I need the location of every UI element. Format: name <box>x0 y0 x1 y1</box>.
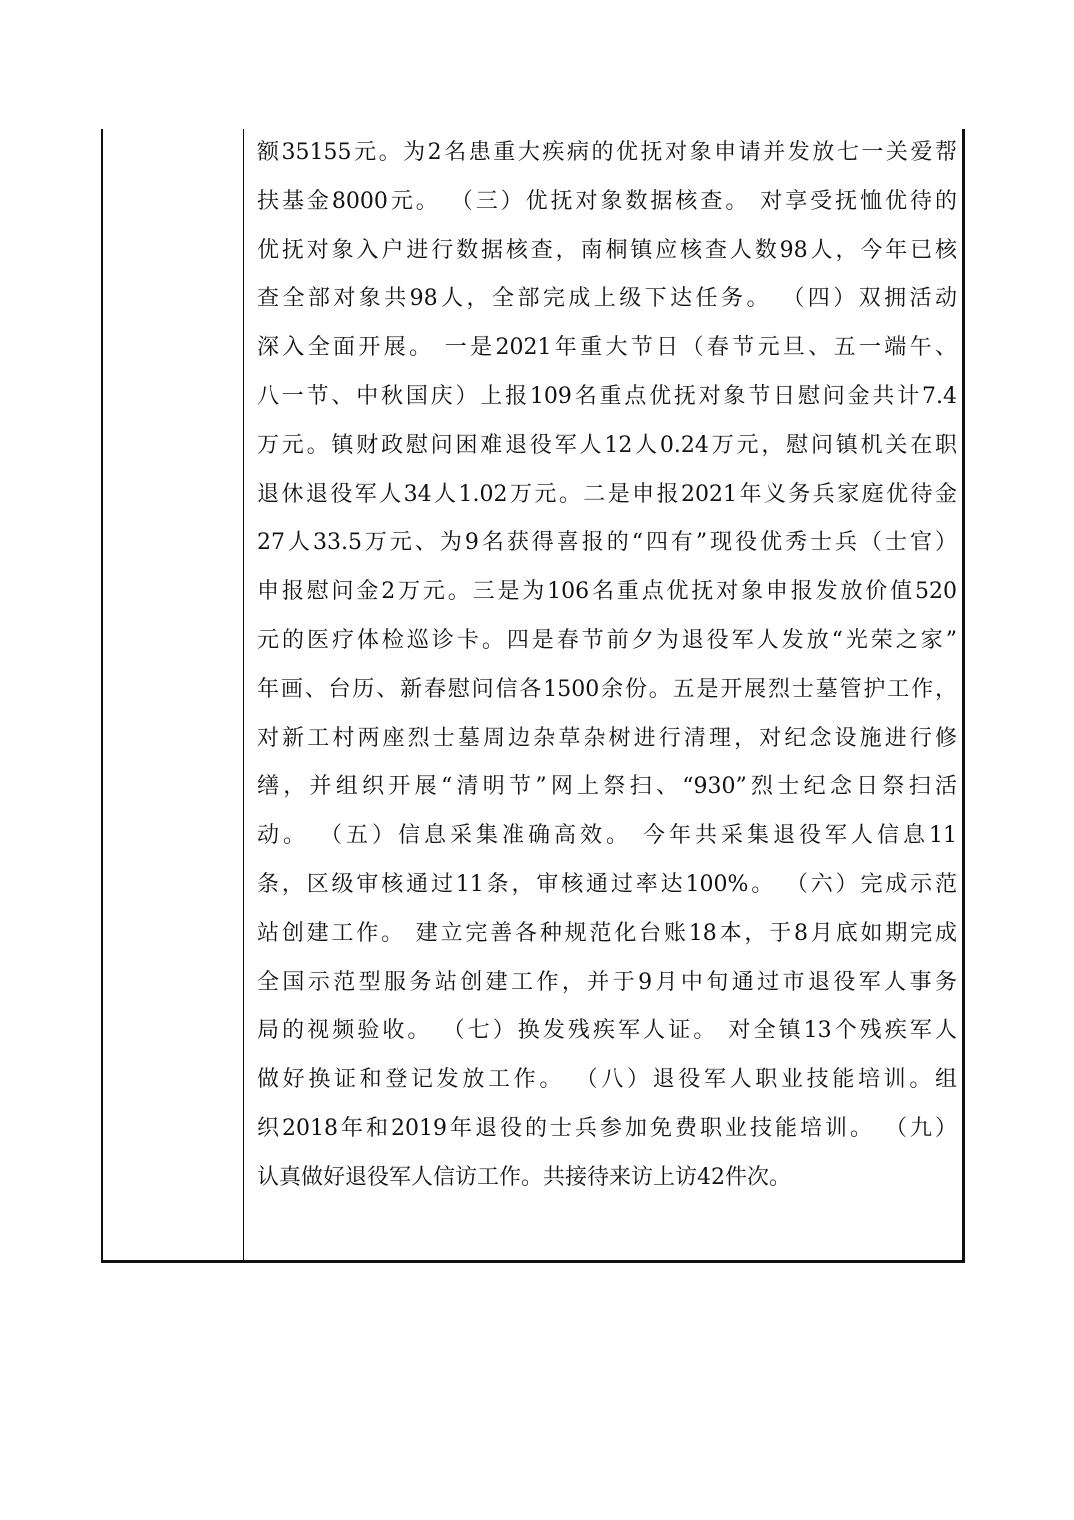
text-line: 年画、台历、新春慰问信各1500余份。五是开展烈士墓管护工作， <box>257 676 957 702</box>
text-line: 扶基金8000元。 （三）优抚对象数据核查。 对享受抚恤优待的 <box>257 188 957 214</box>
text-line: 27人33.5万元、为9名获得喜报的“四有”现役优秀士兵（士官） <box>257 530 957 556</box>
text-line: 动。 （五）信息采集准确高效。 今年共采集退役军人信息11 <box>257 823 957 849</box>
text-line: 全国示范型服务站创建工作，并于9月中旬通过市退役军人事务 <box>257 969 957 995</box>
text-line: 做好换证和登记发放工作。 （八）退役军人职业技能培训。组 <box>257 1067 957 1093</box>
table-content-cell <box>244 129 962 1260</box>
text-line: 深入全面开展。 一是2021年重大节日（春节元旦、五一端午、 <box>257 335 957 361</box>
text-line: 织2018年和2019年退役的士兵参加免费职业技能培训。 （九） <box>257 1116 957 1141</box>
text-line: 优抚对象入户进行数据核查，南桐镇应核查人数98人，今年已核 <box>257 237 957 263</box>
text-line: 万元。镇财政慰问困难退役军人12人0.24万元，慰问镇机关在职 <box>257 432 957 458</box>
table-left-cell <box>103 129 244 1260</box>
text-line: 缮，并组织开展“清明节”网上祭扫、“930”烈士纪念日祭扫活 <box>257 774 957 800</box>
text-line: 额35155元。为2名患重大疾病的优抚对象申请并发放七一关爱帮 <box>257 140 957 165</box>
text-line: 站创建工作。 建立完善各种规范化台账18本，于8月底如期完成 <box>257 920 957 946</box>
text-line: 申报慰问金2万元。三是为106名重点优抚对象申报发放价值520 <box>257 579 957 605</box>
text-line: 局的视频验收。 （七）换发残疾军人证。 对全镇13个残疾军人 <box>257 1018 957 1044</box>
text-line: 对新工村两座烈士墓周边杂草杂树进行清理，对纪念设施进行修 <box>257 725 957 751</box>
text-line: 认真做好退役军人信访工作。共接待来访上访42件次。 <box>257 1164 791 1190</box>
text-line: 查全部对象共98人，全部完成上级下达任务。 （四）双拥活动 <box>257 286 957 312</box>
text-line: 条，区级审核通过11条，审核通过率达100%。 （六）完成示范 <box>257 872 957 897</box>
document-table <box>101 129 965 1263</box>
text-line: 退休退役军人34人1.02万元。二是申报2021年义务兵家庭优待金 <box>257 481 957 507</box>
text-line: 元的医疗体检巡诊卡。四是春节前夕为退役军人发放“光荣之家” <box>257 628 957 653</box>
text-line: 八一节、中秋国庆）上报109名重点优抚对象节日慰问金共计7.4 <box>257 384 957 409</box>
